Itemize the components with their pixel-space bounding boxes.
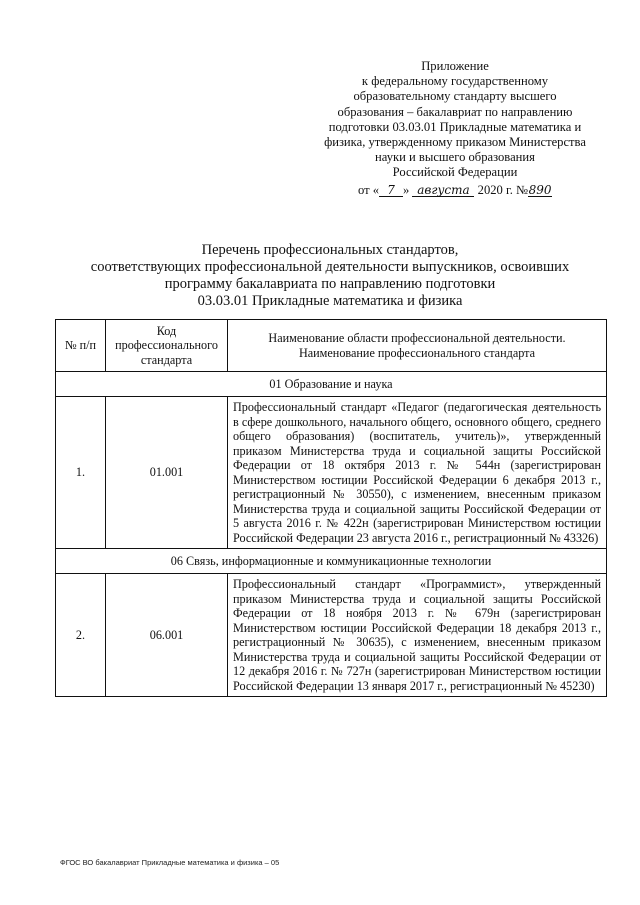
appendix-line: Приложение [421,59,489,73]
section-title: 06 Связь, информационные и коммуникационные технологии [56,549,607,574]
appendix-line: образовательному стандарту высшего [353,89,557,104]
date-year: 2020 г. № [477,182,529,197]
appendix-line: науки и высшего образования [375,150,535,165]
section-row [56,372,607,397]
title-line: программу бакалавриата по направлению подготовки [164,276,496,292]
appendix-line: образования – бакалавриат по направлению [337,104,573,119]
standards-table [55,319,607,697]
standard-code: 06.001 [106,574,228,697]
row-number: 1. [56,397,106,549]
handwritten-day: 7 [387,182,395,197]
header-name: Наименование области профессиональной деятельности. Наименование профессионального стандарта [228,320,607,372]
page-footer: ФГОС ВО бакалавриат Прикладные математика и физика – 05 [60,858,280,867]
appendix-line: к федеральному государственному [361,74,549,89]
date-prefix: от « [357,182,380,197]
order-date-line [300,183,610,198]
section-row [56,549,607,574]
standard-description: Профессиональный стандарт «Программист», утвержденный приказом Министерства труда и социальной защиты Российской Федерации от 18 ноября 2013 г. № 679н (зарегистрирован Министерством юстиции Российской Федерации 18 декабря 2013 г., регистрационный № 30635), с изменением, внесенным приказом Министерства труда и социальной защиты Российской Федерации от 12 декабря 2016 г. № 727н (зарегистрирован Министерством юстиции Российской Федерации 13 января 2017 г., регистрационный № 45230) [228,574,607,697]
handwritten-month: августа [417,182,470,197]
document-title [60,242,600,310]
appendix-line: Российской Федерации [392,165,518,180]
title-line: соответствующих профессиональной деятельности выпускников, освоивших [90,259,570,275]
standard-code: 01.001 [106,397,228,549]
table-row [56,397,607,549]
appendix-line: подготовки 03.03.01 Прикладные математика и [328,119,582,134]
title-line: Перечень профессиональных стандартов, [201,242,459,258]
title-line: 03.03.01 Прикладные математика и физика [197,293,463,309]
row-number: 2. [56,574,106,697]
section-title: 01 Образование и наука [56,372,607,397]
date-day-suffix: » [403,182,410,197]
table-row [56,574,607,697]
header-num: № п/п [56,320,106,372]
appendix-block [300,59,610,198]
standard-description: Профессиональный стандарт «Педагог (педагогическая деятельность в сфере дошкольного, начального общего, основного общего, среднего общего образования) (воспитатель, учитель)», утвержденный приказом Министерства труда и социальной защиты Российской Федерации от 18 октября 2013 г. № 544н (зарегистрирован Министерством юстиции Российской Федерации 6 декабря 2013 г., регистрационный № 30550), с изменением, внесенным приказом Министерства труда и социальной защиты Российской Федерации от 5 августа 2016 г. № 422н (зарегистрирован Министерством юстиции Российской Федерации 23 августа 2016 г., регистрационный № 43326) [228,397,607,549]
appendix-line: физика, утвержденному приказом Министерства [324,135,586,150]
table-header-row [56,320,607,372]
header-code: Код профессионального стандарта [106,320,228,372]
handwritten-order-number: 890 [528,182,552,197]
